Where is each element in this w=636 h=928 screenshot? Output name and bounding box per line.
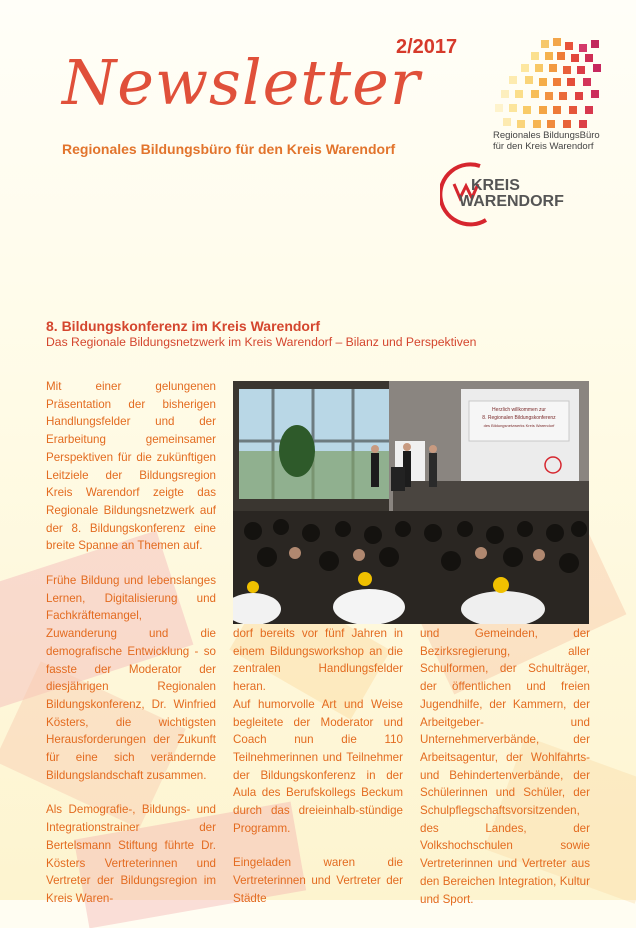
kreis-warendorf-wordmark <box>459 178 564 210</box>
paragraph: Eingeladen waren die Vertreterinnen und Vertreter der Städte <box>233 856 403 905</box>
article-subtitle: Das Regionale Bildungsnetzwerk im Kreis Warendorf – Bilanz und Perspektiven <box>46 335 477 349</box>
issue-number: 2/2017 <box>396 36 458 58</box>
paragraph: Als Demografie-, Bildungs- und Integrationstrainer der Bertelsmann Stiftung führte Dr. Kösters Vertreterinnen und Vertreter der Bildungsregion im Kreis Waren- <box>46 803 216 905</box>
paragraph: dorf bereits vor fünf Jahren in einem Bildungsworkshop an die zentralen Handlungsfelder heran. Auf humorvolle Art und Weise begleitete der Moderator und Coach nun die 110 Teilnehmerinnen und Teilnehmer der Bildungskonferenz in der Aula des Berufskollegs Beckum durch das dreieinhalb-stündige Programm. <box>233 627 403 835</box>
article-column-middle <box>233 625 403 925</box>
paragraph: Mit einer gelungenen Präsentation der bisherigen Handlungsfelder und der Erarbeitung gemeinsamer Perspektiven für die zukünftigen Leitziele der Bildungsregion Kreis Warendorf zeigte das Regionale Bildungsnetzwerk auf der 8. Bildungskonferenz eine breite Spanne an Themen auf. <box>46 380 216 553</box>
warendorf-word: WARENDORF <box>459 193 564 210</box>
slide-text-line2: 8. Regionalen Bildungskonferenz <box>482 415 556 421</box>
paragraph: Frühe Bildung und lebenslanges Lernen, Digitalisierung und Fachkräftemangel, Zuwanderung und die demografische Entwicklung - so fasste der Moderator der diesjährigen Regionalen Bildungskonferenz, Dr. Winfried Kösters, die wichtigsten Herausforderungen der Zukunft für eine sich verändernde Bildungslandschaft zusammen. <box>46 574 216 782</box>
conference-photo-image <box>233 381 589 624</box>
article-column-left <box>46 378 216 925</box>
bildungsbuero-logo-caption: Regionales BildungsBüro für den Kreis Warendorf <box>493 130 600 152</box>
article-title: 8. Bildungskonferenz im Kreis Warendorf <box>46 318 321 334</box>
bildungsbuero-logo <box>495 38 605 134</box>
newsletter-subtitle: Regionales Bildungsbüro für den Kreis Warendorf <box>62 141 396 157</box>
slide-text-line3: des Bildungsnetzwerks Kreis Warendorf <box>483 423 555 428</box>
newsletter-title: Newsletter <box>62 46 421 119</box>
slide-text-line1: Herzlich willkommen zur <box>492 407 546 413</box>
paragraph: und Gemeinden, der Bezirksregierung, aller Schulformen, der Schulträger, der öffentlichen und freien Jugendhilfe, der Kammern, der Arbeitgeber- und Unternehmerverbände, der Arbeitsagentur, der Wohlfahrts- und Behindertenverbände, der Schülerinnen und Schüler, der Schulpflegschaftsvorsitzenden, des Landes, der Volkshochschulen sowie Vertreterinnen und Vertreter aus den Bereichen Integration, Kultur und Sport. <box>420 627 590 906</box>
article-column-right <box>420 625 590 908</box>
kreis-word: KREIS <box>471 177 520 194</box>
conference-photo <box>233 381 589 624</box>
